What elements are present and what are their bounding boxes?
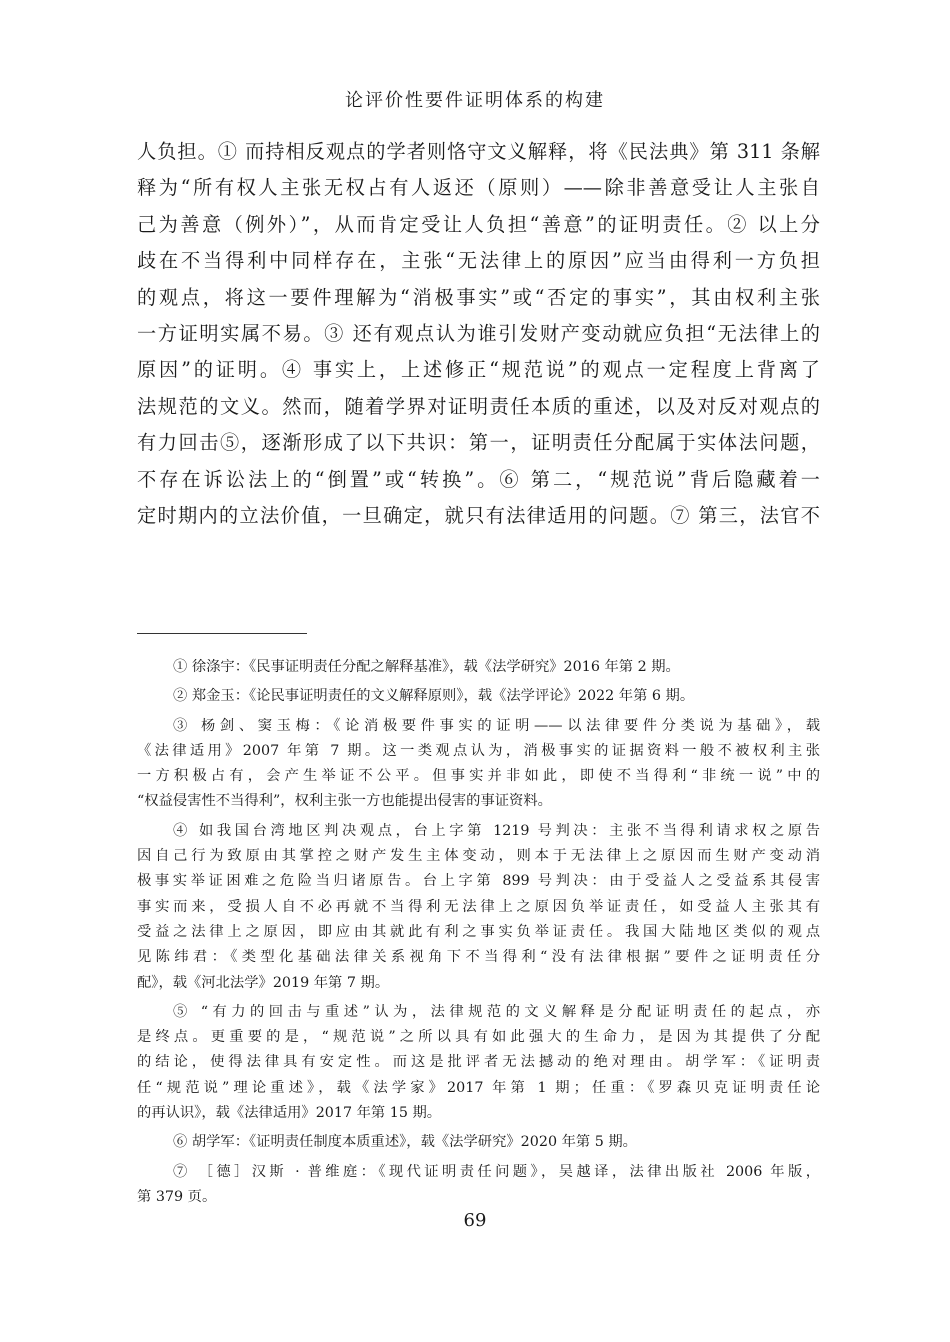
footnote-line: 是终点。更重要的是，“规范说”之所以具有如此强大的生命力，是因为其提供了分配 [137, 1029, 820, 1046]
footnote-line: 任“规范说”理论重述》，载《法学家》2017 年第 1 期；任重：《罗森贝克证明责任论 [137, 1079, 820, 1096]
footnote-line: ③ 杨剑、窦玉梅：《论消极要件事实的证明——以法律要件分类说为基础》，载 [173, 717, 820, 734]
footnote-2 [137, 684, 820, 709]
body-line: 的观点，将这一要件理解为“消极事实”或“否定的事实”，其由权利主张 [137, 285, 820, 309]
footnote-line: 的结论，使得法律具有安定性。而这是批评者无法撼动的绝对理由。胡学军：《证明责 [137, 1054, 820, 1071]
footnote-line: 的再认识》，载《法律适用》2017 年第 15 期。 [137, 1105, 442, 1122]
footnote-line: 极事实举证困难之危险当归诸原告。台上字第 899 号判决：由于受益人之受益系其侵害 [137, 873, 820, 890]
footnote-line: “权益侵害性不当得利”，权利主张一方也能提出侵害的事证资料。 [137, 793, 552, 810]
footnote-1 [137, 655, 820, 680]
footnote-line: 受益之法律上之原因，即应由其就此有利之事实负举证责任。我国大陆地区类似的观点 [137, 923, 820, 940]
footnote-line: ⑤ “有力的回击与重述”认为，法律规范的文义解释是分配证明责任的起点，亦 [173, 1003, 820, 1020]
footnote-line: ② 郑金玉：《论民事证明责任的文义解释原则》，载《法学评论》2022 年第 6 期。 [173, 688, 695, 705]
body-line: 一方证明实属不易。③ 还有观点认为谁引发财产变动就应负担“无法律上的 [137, 322, 820, 346]
footnote-divider [137, 633, 307, 634]
footnote-4 [137, 819, 820, 996]
body-line: 有力回击⑤，逐渐形成了以下共识：第一，证明责任分配属于实体法问题， [137, 431, 820, 455]
footnote-line: 事实而来，受损人自不必再就不当得利无法律上之原因负举证责任，如受益人主张其有 [137, 898, 820, 915]
footnote-line: ⑦ ［德］汉斯 · 普维庭：《现代证明责任问题》，吴越译，法律出版社 2006 年版， [173, 1163, 820, 1180]
body-line: 己为善意（例外）”，从而肯定受让人负担“善意”的证明责任。② 以上分 [137, 212, 820, 236]
footnote-line: 《法律适用》2007 年第 7 期。这一类观点认为，消极事实的证据资料一般不被权利主张 [137, 742, 820, 759]
footnote-line: ⑥ 胡学军：《证明责任制度本质重述》，载《法学研究》2020 年第 5 期。 [173, 1134, 637, 1151]
footnote-3 [137, 714, 820, 815]
footnotes [137, 655, 820, 1214]
body-line: 定时期内的立法价值，一旦确定，就只有法律适用的问题。⑦ 第三，法官不 [137, 504, 820, 528]
footnote-line: ① 徐涤宇：《民事证明责任分配之解释基准》，载《法学研究》2016 年第 2 期。 [173, 659, 680, 675]
body-line: 歧在不当得利中同样存在，主张“无法律上的原因”应当由得利一方负担 [137, 249, 820, 273]
body-line: 不存在诉讼法上的“倒置”或“转换”。⑥ 第二，“规范说”背后隐藏着一 [137, 467, 820, 491]
footnote-line: 因自己行为致原由其掌控之财产发生主体变动，则本于无法律上之原因而生财产变动消 [137, 848, 820, 865]
footnote-line: 见陈纬君：《类型化基础法律关系视角下不当得利“没有法律根据”要件之证明责任分 [137, 949, 820, 966]
footnote-5 [137, 1000, 820, 1126]
footnote-line: 一方积极占有，会产生举证不公平。但事实并非如此，即使不当得利“非统一说”中的 [137, 768, 820, 785]
footnote-line: 第 379 页。 [137, 1188, 217, 1205]
body-line: 释为“所有权人主张无权占有人返还（原则）——除非善意受让人主张自 [137, 176, 820, 200]
body-line: 人负担。① 而持相反观点的学者则恪守文义解释，将《民法典》第 311 条解 [137, 140, 820, 163]
running-head-title: 论评价性要件证明体系的构建 [345, 90, 605, 111]
footnote-line: ④ 如我国台湾地区判决观点，台上字第 1219 号判决：主张不当得利请求权之原告 [173, 822, 820, 839]
body-text [137, 134, 820, 534]
page-number: 69 [463, 1210, 487, 1231]
footnote-line: 配》，载《河北法学》2019 年第 7 期。 [137, 974, 390, 991]
footnote-7 [137, 1160, 820, 1211]
footnote-6 [137, 1130, 820, 1155]
body-line: 法规范的文义。然而，随着学界对证明责任本质的重述，以及对反对观点的 [137, 394, 820, 418]
body-line: 原因”的证明。④ 事实上，上述修正“规范说”的观点一定程度上背离了 [137, 358, 820, 382]
